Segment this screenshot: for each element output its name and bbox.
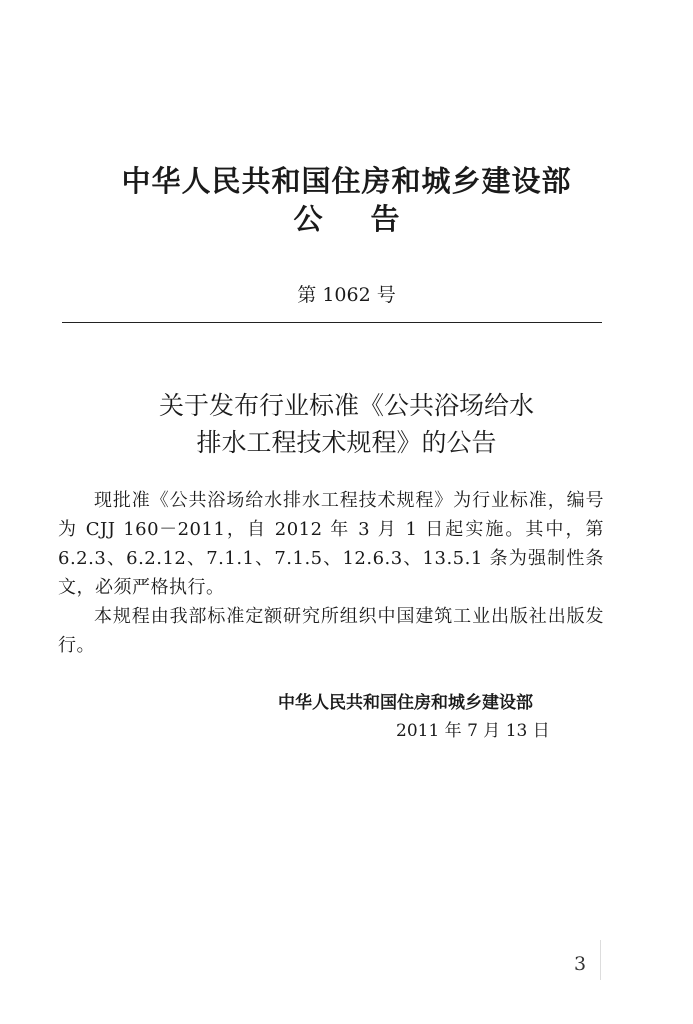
notice-subject-line-2: 排水工程技术规程》的公告 bbox=[196, 428, 497, 457]
notice-subject-line-1: 关于发布行业标准《公共浴场给水 bbox=[158, 391, 534, 420]
body-paragraph-1: 现批准《公共浴场给水排水工程技术规程》为行业标准，编号为 CJJ 160－2011，自 2012 年 3 月 1 日起实施。其中，第 6.2.3、6.2.12、7.1.1、7.1.5、12.6.3、13.5.1 条为强制性条文，必须严格执行。 bbox=[58, 490, 604, 598]
notice-subject bbox=[0, 387, 693, 461]
signature-date: 2011 年 7 月 13 日 bbox=[396, 721, 550, 741]
page-number: 3 bbox=[574, 953, 587, 975]
body-paragraph-2: 本规程由我部标准定额研究所组织中国建筑工业出版社出版发行。 bbox=[58, 606, 604, 656]
issuer-title: 中华人民共和国住房和城乡建设部 bbox=[121, 164, 572, 198]
notice-label: 公告 bbox=[293, 202, 448, 236]
signature-issuer: 中华人民共和国住房和城乡建设部 bbox=[278, 693, 533, 713]
header-divider bbox=[62, 322, 602, 323]
margin-mark bbox=[600, 940, 601, 980]
notice-body bbox=[58, 486, 604, 660]
document-number: 第 1062 号 bbox=[297, 284, 396, 306]
